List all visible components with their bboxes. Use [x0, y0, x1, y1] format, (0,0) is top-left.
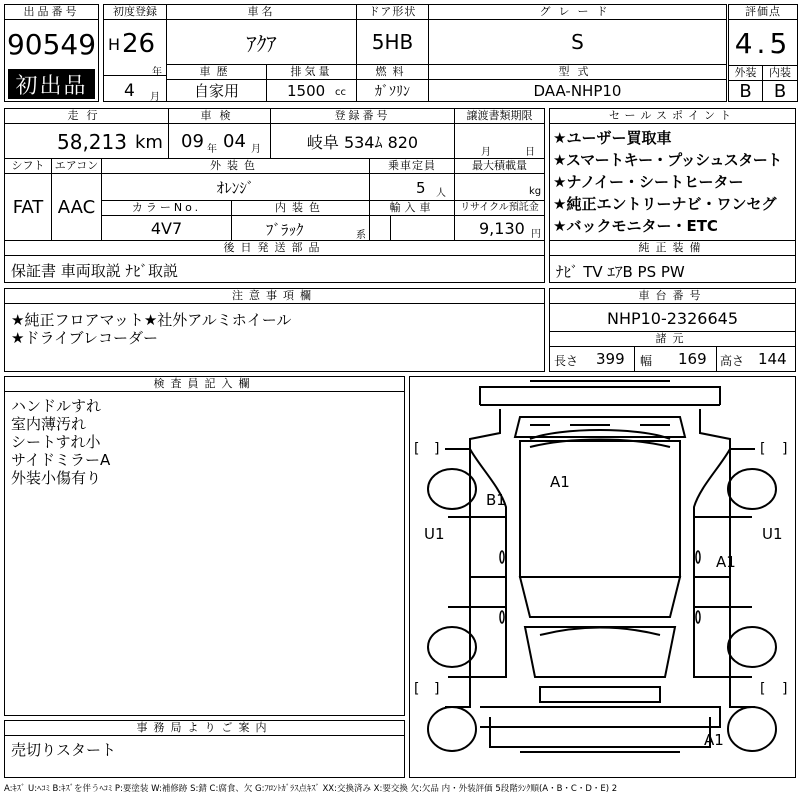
displacement-unit: cc	[335, 87, 346, 98]
sales-point-item: ★ユーザー買取車	[553, 129, 672, 147]
ac-value: AAC	[52, 174, 102, 241]
transfer-day-unit: 日	[525, 147, 535, 158]
recycle-label: リサイクル預託金	[455, 201, 544, 216]
era: H	[108, 35, 121, 54]
car-name: ｱｸｱ	[167, 20, 357, 65]
lot-label: 出品番号	[5, 5, 98, 20]
office-box	[4, 720, 405, 778]
width-value: 169	[678, 350, 707, 368]
door-type: 5HB	[357, 20, 429, 65]
shift-label: シフト	[5, 159, 52, 174]
mileage-unit: km	[135, 132, 163, 153]
inspector-lines	[11, 397, 110, 487]
color-no-label: カラーNo.	[102, 201, 232, 216]
capacity-cell	[370, 174, 455, 201]
svg-text:]: ]	[434, 441, 440, 457]
inspector-line: 室内薄汚れ	[11, 415, 87, 433]
ext-color-label: 外装色	[102, 159, 370, 174]
reg-year: 26	[122, 29, 156, 59]
int-color-value: ﾌﾞﾗｯｸ	[266, 221, 304, 239]
mileage-value: 58,213	[57, 130, 127, 154]
mark-rear: A1	[704, 731, 724, 749]
chassis-box	[549, 288, 796, 372]
note-line: ★ドライブレコーダー	[11, 329, 158, 347]
sales-point-item: ★スマートキー・プッシュスタート	[553, 151, 782, 169]
grade-value: S	[429, 20, 726, 65]
sales-points-label: セールスポイント	[550, 109, 795, 124]
import-label: 輸入車	[370, 201, 455, 216]
recycle-cell	[455, 216, 544, 241]
sales-point-item: ★ナノイー・シートヒーター	[553, 173, 744, 191]
ac-label: エアコン	[52, 159, 102, 174]
exterior-grade: B	[729, 81, 763, 101]
model-value: DAA-NHP10	[533, 81, 622, 100]
later-parts-label: 後日発送部品	[5, 241, 544, 256]
displacement-value: 1500	[287, 82, 326, 100]
height-label: 高さ	[720, 354, 745, 368]
svg-text:]: ]	[434, 681, 440, 697]
mark-roof: A1	[550, 473, 570, 491]
score-value: 4.5	[734, 26, 792, 60]
transfer-month-unit: 月	[481, 147, 491, 158]
exterior-label: 外装	[729, 65, 763, 81]
sales-points-box	[549, 108, 796, 283]
inspection-year: 09	[181, 131, 204, 152]
height-value: 144	[758, 350, 787, 368]
svg-text:]: ]	[782, 441, 788, 457]
sales-point-item: ★バックモニター・ETC	[553, 217, 718, 235]
mark-right-door: A1	[716, 553, 736, 571]
inspector-label: 検査員記入欄	[5, 377, 404, 392]
score-cell	[728, 4, 798, 102]
header-grid	[166, 4, 727, 102]
dimensions-row	[550, 347, 795, 371]
reg-month: 4	[124, 81, 135, 101]
interior-label: 内装	[763, 65, 797, 81]
dimensions-label: 諸元	[550, 331, 795, 347]
note-line: ★純正フロアマット★社外アルミホイール	[11, 311, 292, 329]
int-color-label: 内装色	[232, 201, 370, 216]
inspector-line: シートすれ小	[11, 433, 101, 451]
month-unit: 月	[150, 92, 160, 103]
mileage-cell	[5, 124, 169, 159]
first-reg-label: 初度登録	[104, 5, 166, 20]
later-parts-value: 保証書 車両取説 ﾅﾋﾞ取説	[11, 262, 179, 280]
score-label: 評価点	[729, 5, 797, 20]
svg-text:[: [	[414, 681, 420, 697]
length-label: 長さ	[554, 354, 579, 368]
year-unit: 年	[152, 67, 162, 78]
load-cell	[455, 174, 544, 201]
fuel-value: ｶﾞｿﾘﾝ	[357, 80, 429, 101]
inspector-line: ハンドルすれ	[11, 397, 102, 415]
chassis-label: 車台番号	[550, 289, 795, 304]
chassis-number: NHP10-2326645	[606, 308, 739, 328]
import-cell	[370, 216, 455, 241]
standard-equipment-label: 純正装備	[550, 241, 795, 256]
history-value: 自家用	[167, 80, 267, 101]
notes-label: 注意事項欄	[5, 289, 544, 304]
displacement-cell	[267, 80, 357, 101]
fuel-label: 燃料	[357, 65, 429, 80]
recycle-value: 9,130	[479, 219, 525, 238]
inspection-month-unit: 月	[251, 144, 261, 155]
car-diagram-box	[409, 376, 796, 778]
length-value: 399	[596, 350, 625, 368]
inspection-year-unit: 年	[207, 144, 217, 155]
notes-box	[4, 288, 545, 372]
recycle-unit: 円	[531, 229, 541, 240]
mileage-label: 走行	[5, 109, 169, 124]
car-diagram	[410, 377, 795, 777]
svg-text:[: [	[760, 441, 766, 457]
car-name-label: 車名	[167, 5, 357, 20]
lot-number: 90549	[6, 27, 97, 61]
inspection-month: 04	[223, 131, 246, 152]
mark-right-front: U1	[762, 525, 783, 543]
transfer-label: 譲渡書類期限	[455, 109, 544, 124]
inspection-label: 車検	[169, 109, 271, 124]
door-label: ドア形状	[357, 5, 429, 20]
grade-label: グレード	[429, 5, 726, 20]
first-registration-cell	[103, 4, 167, 102]
standard-equipment-value: ﾅﾋﾞ TV ｴｱB PS PW	[556, 263, 685, 281]
int-color-unit: 系	[356, 230, 366, 241]
color-no-value: 4V7	[102, 216, 232, 241]
load-label: 最大積載量	[455, 159, 544, 174]
displacement-label: 排気量	[267, 65, 357, 80]
svg-text:[: [	[760, 681, 766, 697]
history-label: 車歴	[167, 65, 267, 80]
inspector-box	[4, 376, 405, 716]
plate-label: 登録番号	[271, 109, 455, 124]
notes-lines	[11, 311, 291, 347]
transfer-cell	[455, 124, 544, 159]
mark-hood-left: B1	[486, 491, 506, 509]
ext-color-value: ｵﾚﾝｼﾞ	[102, 174, 370, 201]
width-label: 幅	[640, 354, 653, 368]
int-color-cell	[232, 216, 370, 241]
lot-cell	[4, 4, 99, 102]
svg-text:[: [	[414, 441, 420, 457]
inspector-line: 外装小傷有り	[11, 469, 102, 487]
inspection-cell	[169, 124, 271, 159]
shift-value: FAT	[5, 174, 52, 241]
model-label: 型式	[429, 65, 726, 80]
load-unit: kg	[529, 186, 542, 197]
capacity-value: 5	[416, 179, 426, 197]
first-listing-badge: 初出品	[8, 69, 95, 99]
mark-left-front: U1	[424, 525, 445, 543]
header-block	[4, 4, 798, 102]
details-grid	[4, 108, 545, 283]
office-label: 事務局よりご案内	[5, 721, 404, 736]
office-value: 売切りスタート	[11, 741, 117, 759]
inspector-line: サイドミラーA	[11, 451, 111, 469]
interior-grade: B	[773, 80, 787, 102]
legend-footer: A:ｷｽﾞ U:ﾍｺﾐ B:ｷｽﾞを伴うﾍｺﾐ P:要塗装 W:補修跡 S:錆 C:腐食、欠 G:ﾌﾛﾝﾄｶﾞﾗｽ点ｷｽﾞ XX:交換済み X:要交換 欠:欠品 内・外装評価 5段階ﾗﾝｸ順(A・B・C・D・E) 2	[4, 784, 618, 794]
plate-value: 岐阜 534ﾑ 820	[271, 124, 455, 159]
sales-point-item: ★純正エントリーナビ・ワンセグ	[553, 195, 777, 213]
capacity-label: 乗車定員	[370, 159, 455, 174]
svg-text:]: ]	[782, 681, 788, 697]
capacity-unit: 人	[436, 188, 446, 199]
sales-points-list	[553, 127, 795, 237]
